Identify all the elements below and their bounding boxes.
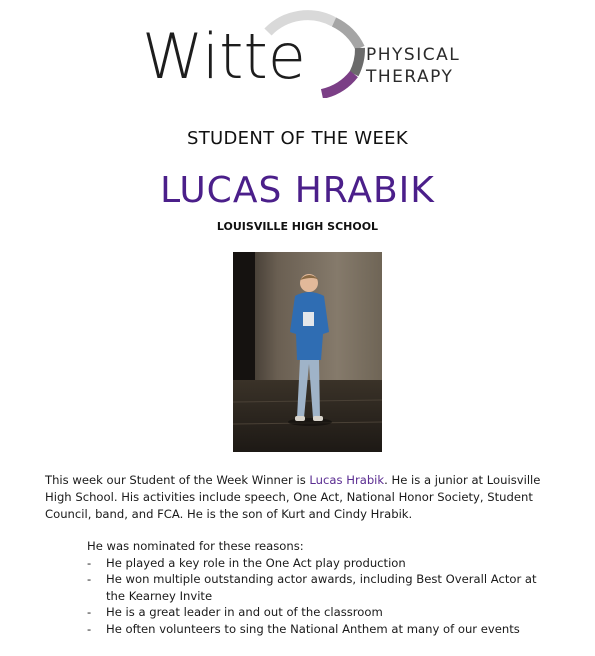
- reason-text: He often volunteers to sing the National Anthem at many of our events: [106, 621, 520, 636]
- witte-wordmark: [140, 8, 370, 98]
- list-item: [87, 571, 557, 604]
- bullet-dash: -: [87, 555, 92, 570]
- list-item: [87, 621, 557, 638]
- logo-arc-dark: [354, 48, 360, 74]
- reason-text: He won multiple outstanding actor awards, including Best Overall Actor at the Kearney Invite: [106, 572, 537, 603]
- bullet-dash: -: [87, 605, 92, 619]
- intro-suffix: . He is a junior at Louisville High School. His activities include speech, One Act, National Honor Society, Student Council, band, and FCA. He is the son of Kurt and Cindy Hrabik.: [45, 473, 541, 521]
- logo-tagline: [366, 44, 460, 88]
- student-name: LUCAS HRABIK: [160, 170, 435, 211]
- reasons-list: [87, 555, 557, 638]
- student-photo-image: [233, 252, 382, 452]
- list-item: [87, 604, 557, 621]
- bullet-dash: -: [87, 572, 92, 586]
- logo-arc-mid: [334, 22, 360, 48]
- list-item: [87, 555, 557, 572]
- reason-text: He is a great leader in and out of the classroom: [106, 605, 383, 619]
- kicker-title: STUDENT OF THE WEEK: [187, 128, 408, 149]
- intro-paragraph: [45, 472, 555, 523]
- school-name: LOUISVILLE HIGH SCHOOL: [216, 220, 379, 233]
- reason-text: He played a key role in the One Act play production: [106, 555, 406, 570]
- witte-logo: [140, 8, 480, 98]
- bullet-dash: -: [87, 621, 92, 636]
- reasons-heading: He was nominated for these reasons:: [87, 539, 304, 553]
- logo-wordmark-text: Witte: [142, 20, 306, 93]
- logo-tagline-line1: PHYSICAL: [366, 45, 461, 65]
- student-photo: [233, 252, 382, 452]
- logo-tagline-line2: THERAPY: [366, 67, 454, 87]
- nomination-reasons: [87, 538, 557, 637]
- intro-prefix: This week our Student of the Week Winner is: [45, 473, 310, 487]
- logo-arc-purple: [322, 74, 354, 94]
- intro-student-name: Lucas Hrabik: [309, 473, 385, 487]
